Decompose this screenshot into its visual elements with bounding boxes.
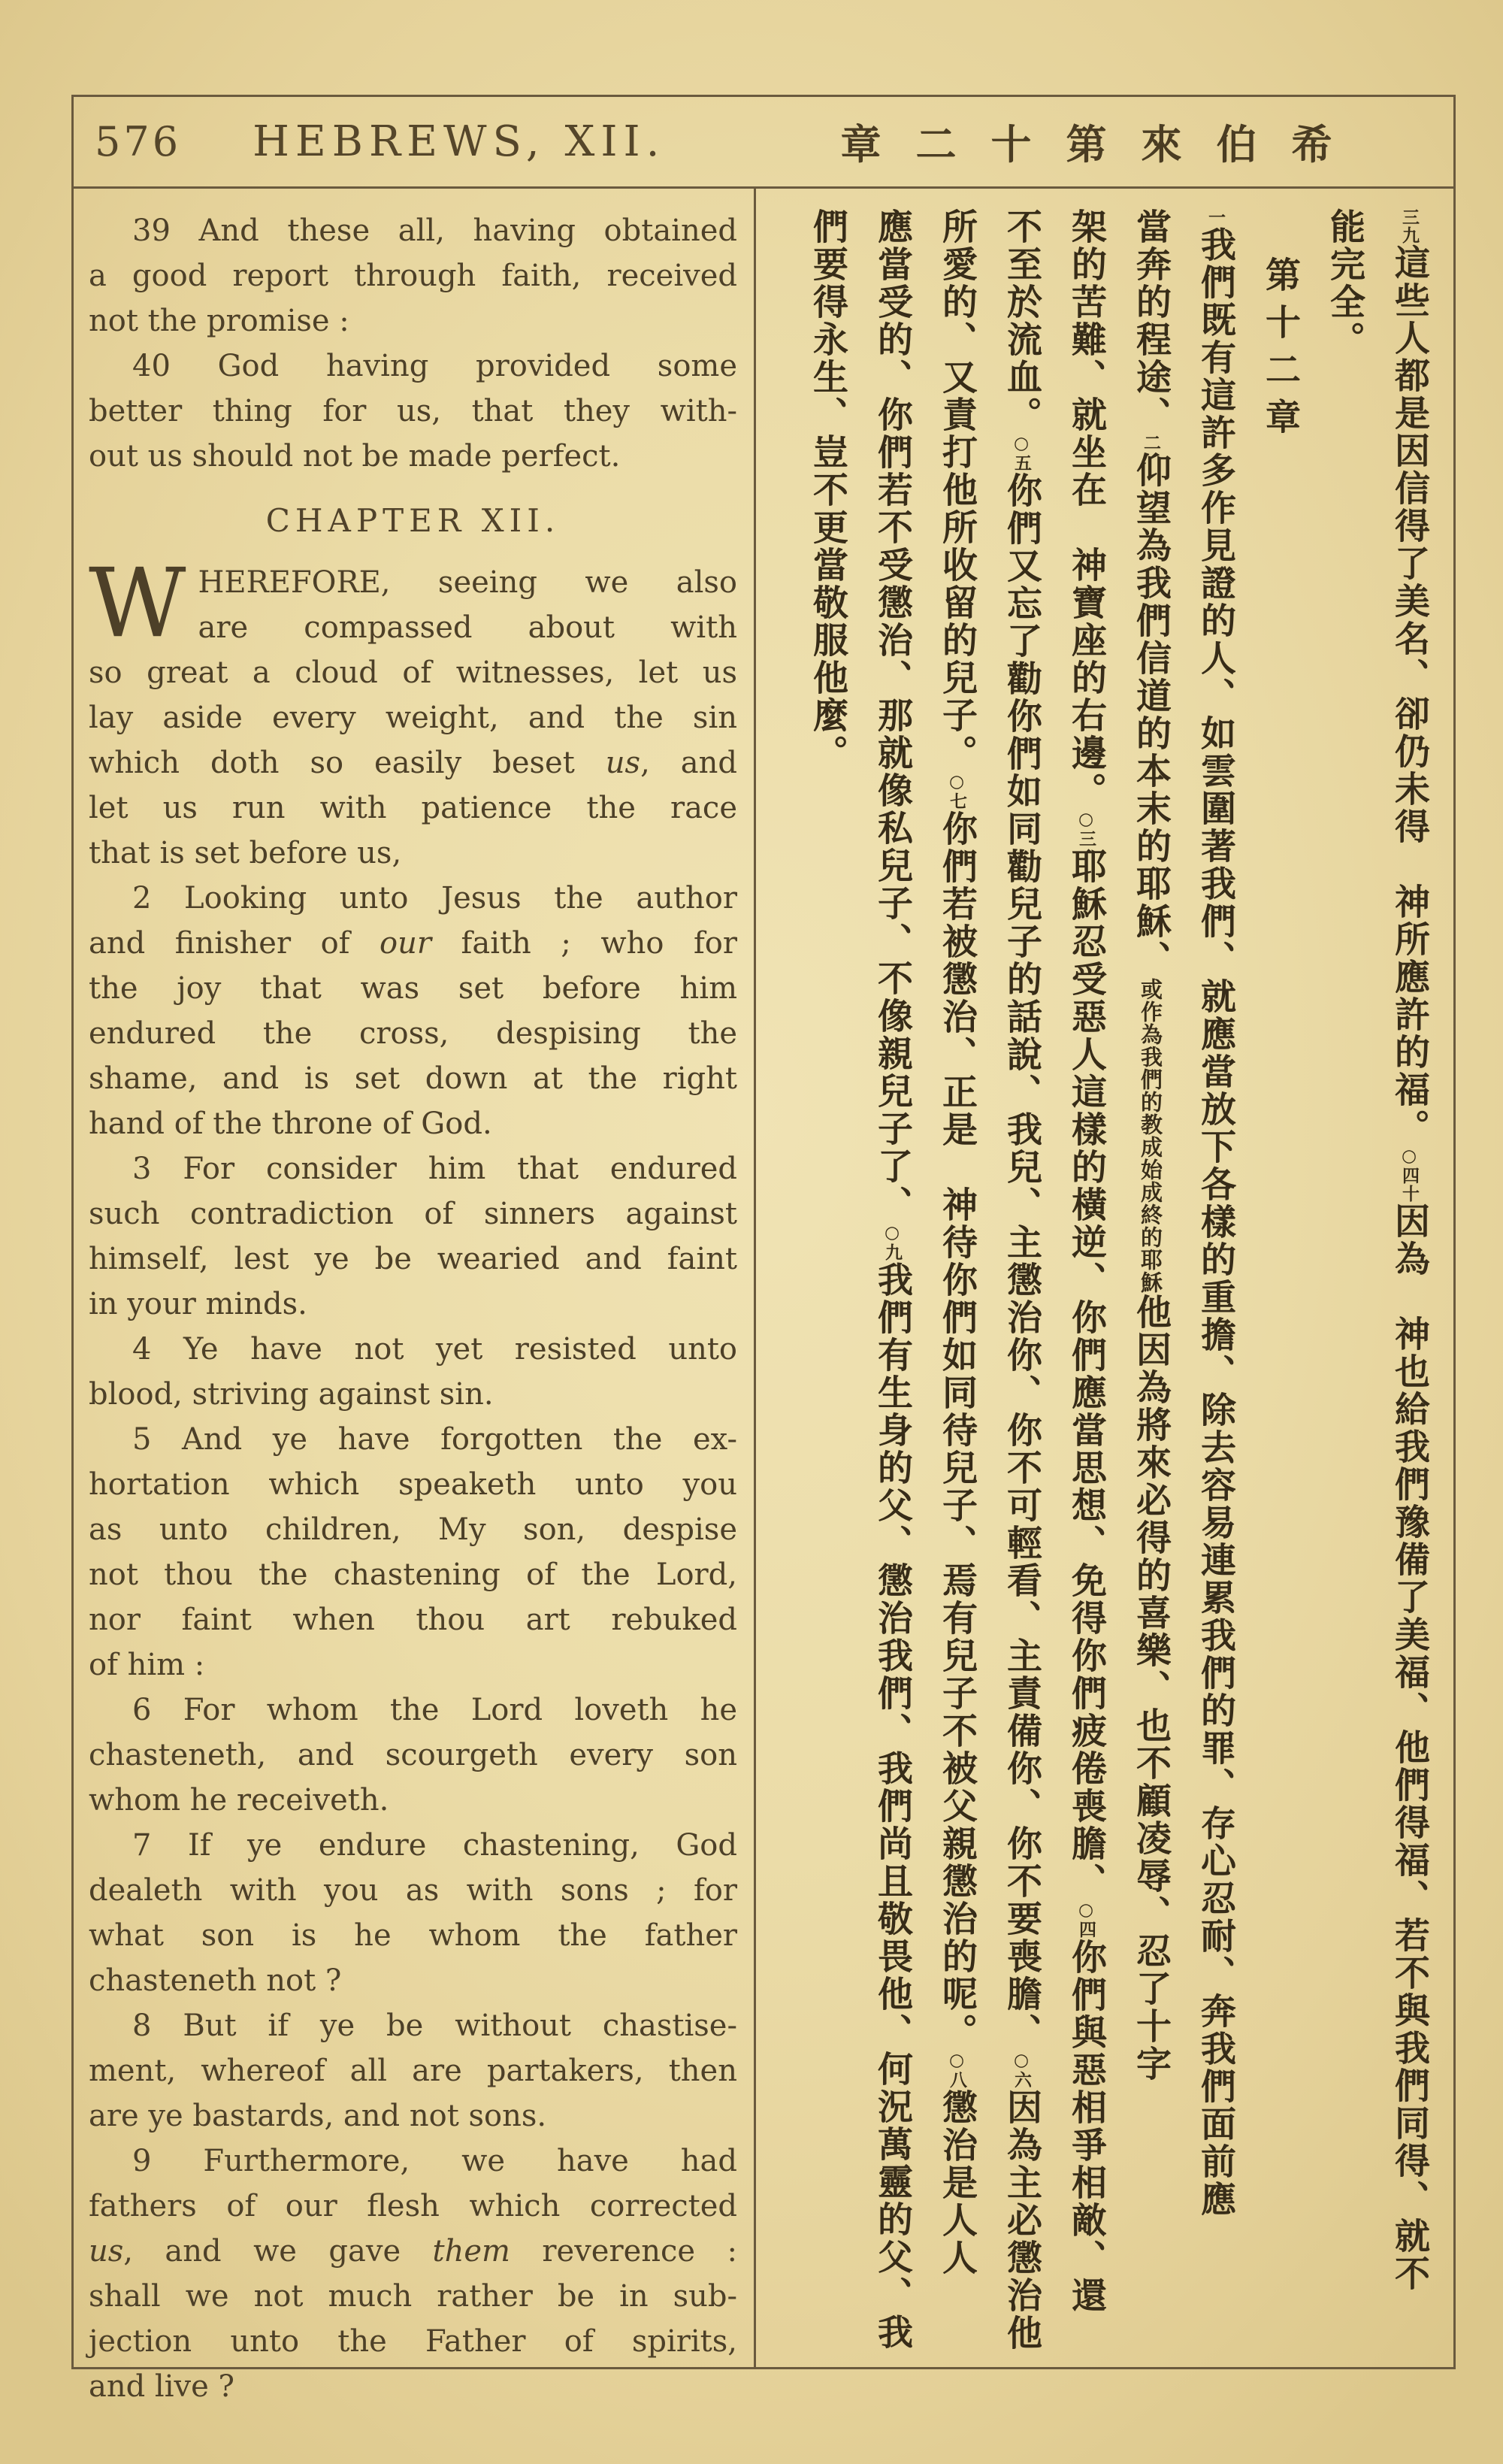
verse-line: 3 For consider him that endured xyxy=(132,1152,737,1186)
verse-line: not thou the chastening of the Lord, xyxy=(89,1557,737,1592)
chinese-text-column xyxy=(754,189,1453,2367)
header-right xyxy=(754,113,1453,171)
chinese-verse-column xyxy=(989,208,1054,2352)
verse-line: HEREFORE, seeing we also xyxy=(198,565,737,600)
verse-line: let us run with patience the race xyxy=(89,791,737,825)
chinese-verse-column xyxy=(1118,208,1183,2352)
verse-line: 6 For whom the Lord loveth he xyxy=(132,1693,737,1727)
verse-paragraph xyxy=(89,876,737,1146)
chinese-verse-text: 因為 神也給我們豫備了美福、他們得福、若不與我們同得、就不 xyxy=(1389,1203,1430,2293)
page-body xyxy=(74,189,1453,2404)
verse-paragraph xyxy=(89,1688,737,1823)
chinese-verse-text: 你們若被懲治、正是 神待你們如同待兒子、焉有兒子不被父親懲治的呢。 xyxy=(936,810,978,2051)
chinese-verse-text: 第十二章 xyxy=(1260,256,1301,446)
verse-line: endured the cross, despising the xyxy=(89,1016,737,1051)
verse-line: 39 And these all, having obtained xyxy=(132,213,737,248)
verse-line: and live ? xyxy=(89,2369,234,2404)
verse-number-marker: ○五 xyxy=(1012,434,1031,472)
verse-line: are compassed about with xyxy=(198,610,737,645)
chinese-verse-text: 我們有生身的父、懲治我們、我們尚且敬畏他、何況萬靈的父、我 xyxy=(872,1261,913,2351)
chinese-verse-text: 架的苦難、就坐在 神寶座的右邊。 xyxy=(1066,208,1107,810)
chinese-verse-column xyxy=(795,208,860,2352)
verse-line: what son is he whom the father xyxy=(89,1918,737,1953)
header-left xyxy=(74,117,754,166)
verse-line: 40 God having provided some xyxy=(132,349,737,383)
verse-paragraph xyxy=(89,548,737,876)
verse-number-marker: ○三 xyxy=(1076,810,1096,848)
verse-line: 8 But if ye be without chastise- xyxy=(132,2008,737,2043)
chinese-verse-text: 這些人都是因信得了美名、卻仍未得 神所應許的福。 xyxy=(1389,244,1430,1146)
verse-line: 7 If ye endure chastening, God xyxy=(132,1828,737,1863)
chinese-verse-text: 你們又忘了勸你們如同勸兒子的話說、我兒、主懲治你、你不可輕看、主責備你、你不要喪膽、 xyxy=(1001,472,1042,2051)
chinese-verse-text: 當奔的程途、 xyxy=(1130,208,1172,434)
verse-line: not the promise : xyxy=(89,304,349,338)
verse-number-marker: ○八 xyxy=(947,2051,966,2089)
verse-line: a good report through faith, received xyxy=(89,259,737,293)
drop-cap: W xyxy=(89,548,186,658)
english-text-column xyxy=(74,189,754,2404)
verse-paragraph xyxy=(89,1327,737,1417)
verse-line: shall we not much rather be in sub- xyxy=(89,2279,737,2314)
page-frame xyxy=(71,95,1456,2404)
verse-line: whom he receiveth. xyxy=(89,1783,389,1818)
verse-line: fathers of our flesh which corrected xyxy=(89,2189,737,2223)
verse-number-marker: 二 xyxy=(1141,434,1160,452)
verse-line: 2 Looking unto Jesus the author xyxy=(132,881,737,916)
verse-paragraph xyxy=(89,2003,737,2139)
verse-number-marker: 三九 xyxy=(1399,208,1419,244)
chinese-verse-text: 不至於流血。 xyxy=(1001,208,1042,434)
chinese-verse-text: 所愛的、又責打他所收留的兒子。 xyxy=(936,208,978,772)
verse-line: hand of the throne of God. xyxy=(89,1106,492,1141)
chinese-verse-text: 能完全。 xyxy=(1324,208,1365,359)
verse-line: 9 Furthermore, we have had xyxy=(132,2144,737,2178)
verse-line: in your minds. xyxy=(89,1287,307,1321)
verse-number-marker: ○四 xyxy=(1076,1900,1096,1939)
chinese-verse-column xyxy=(860,208,924,2352)
chinese-verse-text: 因為主必懲治他 xyxy=(1001,2089,1042,2352)
verse-line: dealeth with you as with sons ; for xyxy=(89,1873,737,1908)
verse-number-marker: ○六 xyxy=(1012,2051,1031,2089)
inline-gloss-note: 或作為我們的教成始成終的耶穌 xyxy=(1138,978,1163,1294)
verse-line: chasteneth, and scourgeth every son xyxy=(89,1738,737,1772)
verse-line: hortation which speaketh unto you xyxy=(89,1467,737,1502)
verse-line: and finisher of our faith ; who for xyxy=(89,926,737,961)
chinese-verse-text: 他因為將來必得的喜樂、也不顧凌辱、忍了十字 xyxy=(1130,1294,1172,2083)
verse-line: so great a cloud of witnesses, let us xyxy=(89,655,737,690)
verse-line: lay aside every weight, and the sin xyxy=(89,701,737,735)
chinese-verse-text: 我們既有這許多作見證的人、如雲圍著我們、就應當放下各樣的重擔、除去容易連累我們的罪、存心忍耐、奔我們面前應 xyxy=(1195,226,1236,2218)
verse-line: as unto children, My son, despise xyxy=(89,1512,737,1547)
chinese-verse-column xyxy=(1183,208,1247,2352)
verse-number-marker: 一 xyxy=(1205,208,1225,226)
verse-line: such contradiction of sinners against xyxy=(89,1197,737,1231)
verse-line: better thing for us, that they with- xyxy=(89,394,737,428)
verse-line: are ye bastards, and not sons. xyxy=(89,2099,547,2133)
verse-line: blood, striving against sin. xyxy=(89,1377,494,1412)
chinese-verse-text: 懲治是人人 xyxy=(936,2089,978,2277)
verse-paragraph xyxy=(89,2139,737,2409)
verse-line: jection unto the Father of spirits, xyxy=(89,2324,737,2359)
chinese-verse-text: 應當受的、你們若不受懲治、那就像私兒子、不像親兒子了、 xyxy=(872,208,913,1223)
verse-paragraph xyxy=(89,1417,737,1688)
header-title-english: HEBREWS, XII. xyxy=(253,117,666,166)
page-number: 576 xyxy=(95,118,182,165)
verse-line: ment, whereof all are partakers, then xyxy=(89,2054,737,2088)
verse-line: us, and we gave them reverence : xyxy=(89,2234,737,2269)
page-header xyxy=(74,97,1453,189)
chinese-verse-column xyxy=(1377,208,1441,2352)
verse-line: shame, and is set down at the right xyxy=(89,1061,737,1096)
chinese-verse-column xyxy=(1312,208,1377,2352)
chinese-verse-text: 你們與惡相爭相敵、還 xyxy=(1066,1939,1107,2314)
verse-paragraph xyxy=(89,1146,737,1327)
verse-line: that is set before us, xyxy=(89,836,402,870)
chinese-verse-text: 耶穌忍受惡人這樣的橫逆、你們應當思想、免得你們疲倦喪膽、 xyxy=(1066,848,1107,1900)
header-title-chinese: 章二十第來伯希 xyxy=(840,121,1367,168)
verse-line: the joy that was set before him xyxy=(89,971,737,1006)
verse-line: out us should not be made perfect. xyxy=(89,439,621,474)
verse-paragraph xyxy=(89,208,737,344)
verse-line: of him : xyxy=(89,1648,205,1682)
chapter-heading: CHAPTER XII. xyxy=(265,502,561,539)
verse-line: 4 Ye have not yet resisted unto xyxy=(132,1332,737,1367)
verse-paragraph xyxy=(89,1823,737,2003)
chinese-verse-column xyxy=(1054,208,1118,2352)
chinese-chapter-heading xyxy=(1247,208,1312,2352)
verse-number-marker: ○七 xyxy=(947,772,966,810)
chinese-verse-text: 們要得永生、豈不更當敬服他麼。 xyxy=(807,208,848,772)
verse-line: himself, lest ye be wearied and faint xyxy=(89,1242,737,1276)
verse-line: 5 And ye have forgotten the ex- xyxy=(132,1422,737,1457)
verse-paragraph xyxy=(89,344,737,479)
verse-number-marker: ○九 xyxy=(882,1223,902,1261)
verse-number-marker: ○四十 xyxy=(1399,1146,1419,1203)
chinese-verse-column xyxy=(924,208,989,2352)
verse-line: nor faint when thou art rebuked xyxy=(89,1603,737,1637)
verse-line: chasteneth not ? xyxy=(89,1963,342,1998)
verse-line: which doth so easily beset us, and xyxy=(89,746,737,780)
chinese-verse-text: 仰望為我們信道的本末的耶穌、 xyxy=(1130,452,1172,978)
